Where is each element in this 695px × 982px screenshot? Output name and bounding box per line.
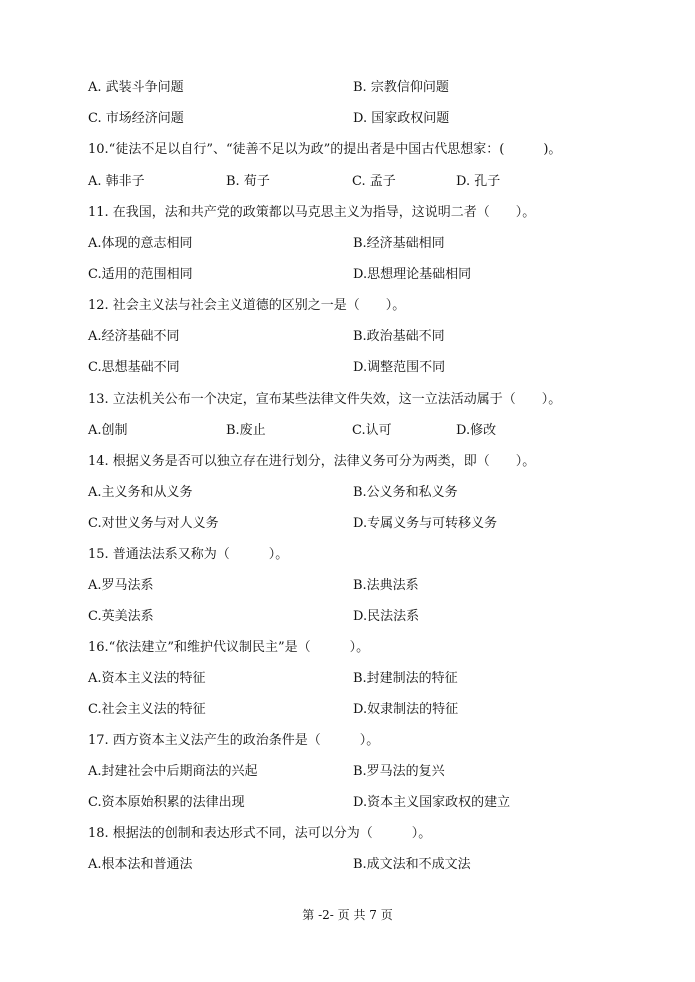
answer-option: C.英美法系 [88, 609, 154, 624]
answer-option: C.认可 [352, 423, 392, 438]
answer-option: B.废止 [226, 423, 266, 438]
question-text: 11. 在我国，法和共产党的政策都以马克思主义为指导，这说明二者（ ）。 [88, 205, 536, 220]
answer-option: A.主义务和从义务 [88, 485, 193, 500]
answer-option: C. 孟子 [352, 174, 396, 189]
answer-option: C.思想基础不同 [88, 360, 180, 375]
answer-option: C.社会主义法的特征 [88, 702, 206, 717]
answer-option: C.对世义务与对人义务 [88, 516, 219, 531]
answer-option: B.封建制法的特征 [353, 671, 458, 686]
answer-option: D.思想理论基础相同 [353, 267, 472, 282]
answer-option: A. 武装斗争问题 [88, 80, 184, 95]
answer-option: A.资本主义法的特征 [88, 671, 206, 686]
answer-option: D.调整范围不同 [353, 360, 446, 375]
answer-option: D.专属义务与可转移义务 [353, 516, 498, 531]
answer-option: B.罗马法的复兴 [353, 764, 445, 779]
answer-option: A.罗马法系 [88, 578, 154, 593]
answer-option: C.适用的范围相同 [88, 267, 193, 282]
answer-option: B. 荀子 [226, 174, 270, 189]
answer-option: D. 孔子 [456, 174, 501, 189]
question-text: 13. 立法机关公布一个决定，宣布某些法律文件失效，这一立法活动属于（ ）。 [88, 392, 562, 407]
answer-option: B.成文法和不成文法 [353, 857, 471, 872]
question-text: 12. 社会主义法与社会主义道德的区别之一是（ ）。 [88, 298, 406, 313]
question-text: 14. 根据义务是否可以独立存在进行划分，法律义务可分为两类，即（ ）。 [88, 454, 536, 469]
answer-option: B.经济基础相同 [353, 236, 445, 251]
answer-option: C.资本原始积累的法律出现 [88, 795, 245, 810]
question-text: 10.“徒法不足以自行”、“徒善不足以为政”的提出者是中国古代思想家：( )。 [88, 142, 562, 157]
answer-option: A.创制 [88, 423, 128, 438]
answer-option: D.修改 [456, 423, 497, 438]
answer-option: B. 宗教信仰问题 [353, 80, 449, 95]
answer-option: A.体现的意志相同 [88, 236, 193, 251]
question-text: 17. 西方资本主义法产生的政治条件是（ ）。 [88, 733, 380, 748]
answer-option: D.资本主义国家政权的建立 [353, 795, 511, 810]
answer-option: D.奴隶制法的特征 [353, 702, 459, 717]
answer-option: C. 市场经济问题 [88, 111, 184, 126]
answer-option: B.公义务和私义务 [353, 485, 458, 500]
question-text: 18. 根据法的创制和表达形式不同，法可以分为（ ）。 [88, 826, 432, 841]
answer-option: D. 国家政权问题 [353, 111, 450, 126]
question-text: 16.“依法建立”和维护代议制民主”是（ ）。 [88, 640, 370, 655]
answer-option: A.封建社会中后期商法的兴起 [88, 764, 258, 779]
page-footer: 第 -2- 页 共 7 页 [302, 908, 393, 922]
question-text: 15. 普通法法系又称为（ ）。 [88, 547, 289, 562]
answer-option: A.根本法和普通法 [88, 857, 193, 872]
answer-option: D.民法法系 [353, 609, 420, 624]
answer-option: A.经济基础不同 [88, 329, 180, 344]
answer-option: A. 韩非子 [88, 174, 145, 189]
answer-option: B.政治基础不同 [353, 329, 445, 344]
answer-option: B.法典法系 [353, 578, 419, 593]
